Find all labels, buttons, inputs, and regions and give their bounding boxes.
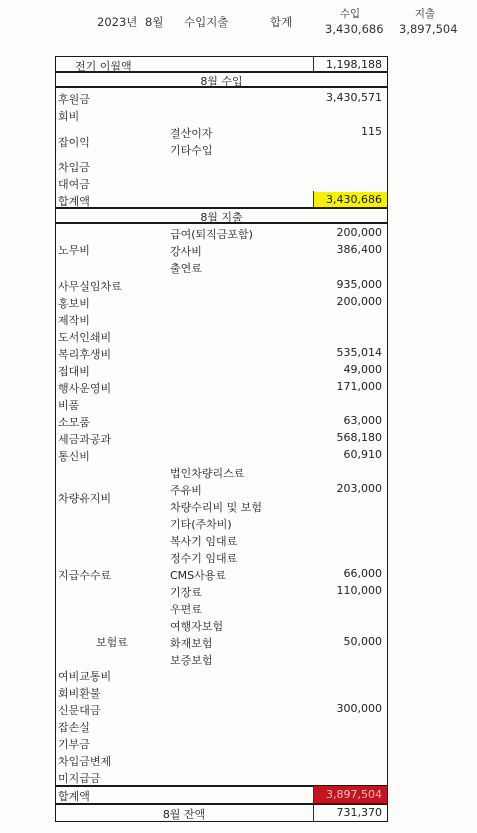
expense-donations-label: 기부금 (58, 738, 90, 751)
expense-promo-value: 200,000 (336, 295, 382, 308)
expense-events-label: 행사운영비 (58, 382, 112, 395)
expense-welfare-label: 복리후생비 (58, 348, 112, 361)
expense-repay-label: 차입금변제 (58, 755, 112, 768)
expense-entertainment-value: 49,000 (343, 363, 382, 376)
expense-misc-loss-label: 잡손실 (58, 721, 90, 734)
expense-unpaid-label: 미지급금 (58, 772, 101, 785)
header-year: 2023년 (97, 15, 138, 29)
expense-comms-label: 통신비 (58, 450, 90, 463)
expense-bookkeeping-value: 110,000 (336, 584, 382, 597)
expense-total-value: 3,897,504 (326, 788, 382, 801)
income-interest-label: 결산이자 (170, 127, 213, 140)
expense-printing-label: 도서인쇄비 (58, 331, 112, 344)
header-total-label: 합계 (270, 15, 293, 29)
expense-travel-ins-label: 여행자보험 (170, 620, 224, 633)
expense-purifier-label: 정수기 임대료 (170, 552, 238, 565)
income-loan-label: 대여금 (58, 178, 90, 191)
header-title: 수입지출 (184, 15, 229, 29)
expense-rent-value: 935,000 (336, 278, 382, 291)
income-total-label: 합계액 (58, 195, 90, 208)
income-donation-label: 후원금 (58, 93, 90, 106)
expense-parking-label: 기타(주차비) (170, 518, 232, 531)
expense-welfare-value: 535,014 (336, 346, 382, 359)
income-interest-value: 115 (361, 125, 382, 138)
income-misc-label: 잡이익 (58, 136, 90, 149)
expense-entertainment-label: 접대비 (58, 365, 90, 378)
expense-label: 지출 (414, 8, 436, 20)
expense-cms-label: CMS사용료 (170, 569, 227, 582)
expense-salary-label: 급여(퇴직금포함) (170, 228, 253, 241)
expense-taxes-label: 세금과공과 (58, 433, 112, 446)
expense-rent-label: 사무실임차료 (58, 280, 122, 293)
expense-comms-value: 60,910 (343, 448, 382, 461)
expense-cms-value: 66,000 (343, 567, 382, 580)
expense-lecturer-label: 강사비 (170, 245, 202, 258)
income-dues-label: 회비 (58, 110, 80, 123)
income-label: 수입 (339, 8, 361, 20)
carryover-value: 1,198,188 (326, 58, 382, 71)
expense-total: 3,897,504 (399, 22, 458, 36)
expense-newspaper-value: 300,000 (336, 702, 382, 715)
expense-production-label: 제작비 (58, 314, 90, 327)
expense-surety-label: 보증보험 (170, 654, 213, 667)
expense-postage-label: 우편료 (170, 603, 202, 616)
income-total-value: 3,430,686 (326, 193, 382, 206)
expense-total-label: 합계액 (58, 790, 90, 803)
expense-newspaper-label: 신문대금 (58, 704, 101, 717)
expense-bookkeeping-label: 기장료 (170, 586, 202, 599)
expense-refund-label: 회비환불 (58, 687, 101, 700)
balance-value: 731,370 (336, 806, 382, 819)
expense-labor-label: 노무비 (58, 244, 90, 257)
expense-taxes-value: 568,180 (336, 431, 382, 444)
income-section-title: 8월 수입 (200, 75, 243, 88)
expense-travel-label: 여비교통비 (58, 670, 112, 683)
expense-lease-label: 법인차량리스료 (170, 467, 245, 480)
income-donation-value: 3,430,571 (326, 91, 382, 104)
expense-supplies-label: 비품 (58, 399, 80, 412)
expense-appearance-label: 출연료 (170, 262, 202, 275)
header-month: 8월 (145, 15, 164, 29)
expense-events-value: 171,000 (336, 380, 382, 393)
income-total: 3,430,686 (325, 22, 384, 36)
expense-section-title: 8월 지출 (200, 211, 243, 224)
divider (313, 56, 314, 71)
expense-salary-value: 200,000 (336, 226, 382, 239)
expense-lecturer-value: 386,400 (336, 243, 382, 256)
expense-consumables-value: 63,000 (343, 414, 382, 427)
expense-fire-ins-value: 50,000 (343, 635, 382, 648)
expense-consumables-label: 소모품 (58, 416, 90, 429)
divider (313, 803, 314, 822)
divider (55, 803, 388, 805)
income-other-label: 기타수입 (170, 144, 213, 157)
expense-fees-label: 지급수수료 (58, 569, 112, 582)
expense-fuel-label: 주유비 (170, 484, 202, 497)
expense-vehicle-label: 차량유지비 (58, 492, 112, 505)
balance-label: 8월 잔액 (162, 808, 206, 821)
carryover-label: 전기 이월액 (75, 60, 132, 73)
expense-insurance-label: 보험료 (96, 636, 128, 649)
income-borrow-label: 차입금 (58, 161, 90, 174)
expense-copier-label: 복사기 임대료 (170, 535, 238, 548)
expense-fuel-value: 203,000 (336, 482, 382, 495)
expense-promo-label: 홍보비 (58, 297, 90, 310)
expense-fire-ins-label: 화재보험 (170, 637, 213, 650)
expense-repair-label: 차량수리비 및 보험 (170, 501, 263, 514)
